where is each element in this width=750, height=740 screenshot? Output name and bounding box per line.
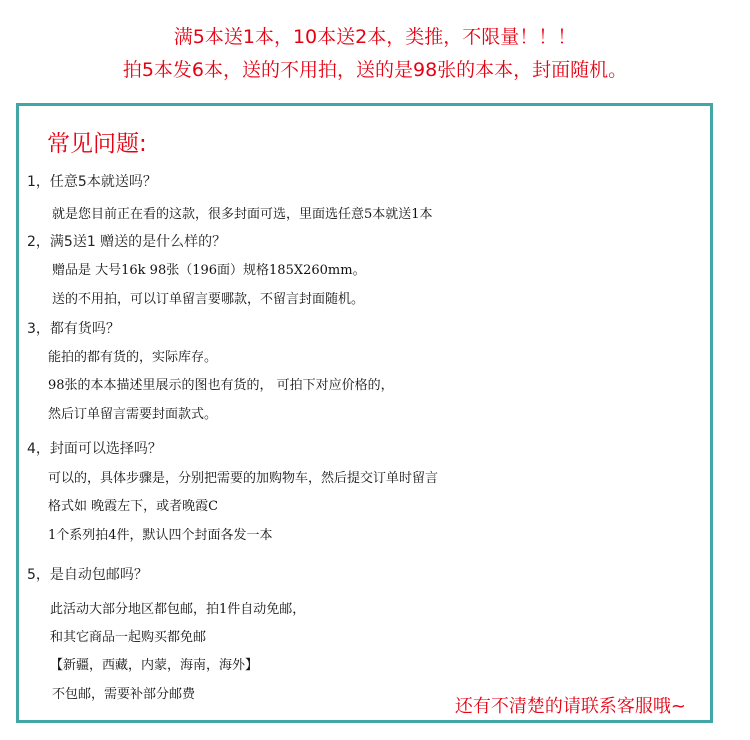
faq-answer-3-1: 能拍的都有货的，实际库存。 [48, 350, 218, 365]
promo-line-2: 拍5本发6本，送的不用拍，送的是98张的本本，封面随机。 [122, 59, 628, 81]
faq-question-2: 2，满5送1 赠送的是什么样的？ [27, 234, 227, 250]
faq-answer-4-3: 1个系列拍4件，默认四个封面各发一本 [48, 528, 273, 543]
faq-question-1: 1，任意5本就送吗？ [27, 174, 157, 190]
contact-service-note: 还有不清楚的请联系客服哦~ [454, 696, 686, 717]
faq-answer-4-1: 可以的，具体步骤是，分别把需要的加购物车，然后提交订单时留言 [48, 471, 439, 486]
faq-question-4: 4，封面可以选择吗？ [27, 441, 162, 457]
faq-title: 常见问题: [47, 131, 147, 157]
promo-line-1: 满5本送1本，10本送2本，类推，不限量！！！ [173, 26, 577, 48]
faq-answer-1-1: 就是您目前正在看的这款，很多封面可选，里面选任意5本就送1本 [52, 207, 433, 222]
faq-answer-5-2: 和其它商品一起购买都免邮 [50, 630, 207, 645]
faq-question-5: 5，是自动包邮吗？ [27, 567, 148, 583]
faq-answer-3-3: 然后订单留言需要封面款式。 [48, 407, 218, 422]
faq-answer-5-4: 不包邮，需要补部分邮费 [52, 687, 196, 702]
faq-answer-3-2: 98张的本本描述里展示的图也有货的， 可拍下对应价格的， [48, 378, 394, 393]
faq-answer-2-2: 送的不用拍，可以订单留言要哪款，不留言封面随机。 [52, 292, 365, 307]
faq-answer-2-1: 赠品是 大号16k 98张（196面）规格185X260mm。 [52, 263, 366, 278]
faq-question-3: 3，都有货吗？ [27, 321, 120, 337]
faq-answer-5-3: 【新疆，西藏，内蒙，海南，海外】 [50, 658, 259, 673]
faq-box [16, 103, 713, 723]
faq-answer-5-1: 此活动大部分地区都包邮，拍1件自动免邮， [50, 602, 306, 617]
faq-answer-4-2: 格式如 晚霞左下，或者晚霞C [48, 499, 219, 514]
